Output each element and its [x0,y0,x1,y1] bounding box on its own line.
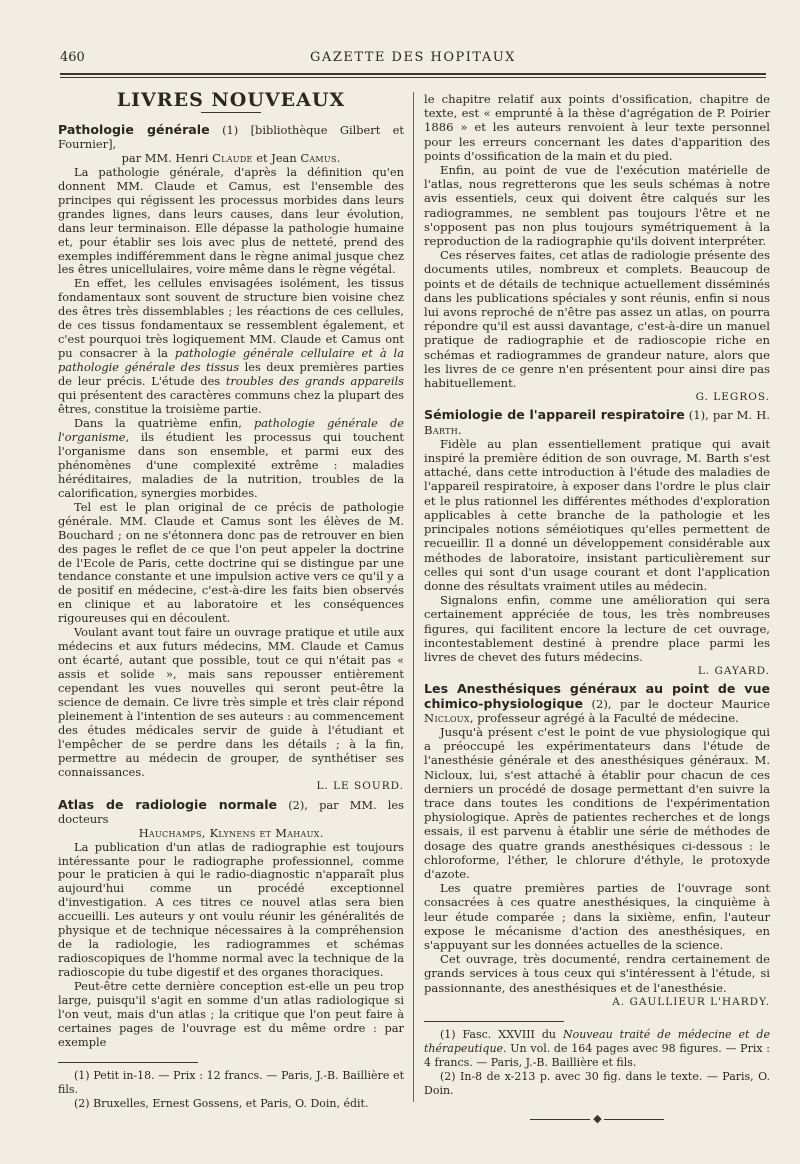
book-reference: (2), par le docteur Maurice [583,696,770,711]
byline-text: . [336,150,341,165]
book-title: Les Anesthésiques généraux au point de vue chimico-physiologique [424,681,770,711]
review-paragraph: Cet ouvrage, très documenté, rendra certainement de grands services à tous ceux qui s'intéressent à l'étude, si passionnante, des anesthésiques et de l'anesthésie. [424,952,770,995]
review-paragraph: Ces réserves faites, cet atlas de radiologie présente des documents utiles, nombreux et complets. Beaucoup de points et de détails de technique actuellement disséminés dans les publications spéciales y sont réunis, enfin si nous lui avons reproché de n'être pas assez un atlas, on pourra répondre qu'il est aussi davantage, c'est-à-dire un manuel pratique de radiographie et de radioscopie riche en schémas et radiogrammes de grandeur nature, alors que les livres de ce genre n'en présentent pour ainsi dire pas habituellement. [424,248,770,391]
left-column [58,89,404,1111]
byline-text: , professeur agrégé à la Faculté de médecine. [469,710,739,725]
header-rule-thin [60,77,766,78]
byline [58,152,404,166]
review-paragraph: La publication d'un atlas de radiographie est toujours intéressante pour le radiographe professionnel, comme pour le praticien à qui le radio-diagnostic n'apparaît plus aujourd'hui comme un procédé exceptionnel d'investigation. A ces titres ce nouvel atlas sera bien accueilli. Les auteurs y ont voulu réunir les généralités de physique et de technique nécessaires à la compréhension de la radiologie, les radiogrammes et schémas radioscopiques de l'homme normal avec la technique de la radioscopie du tube digestif et des organes thoraciques. [58,839,404,980]
paragraph-text: Dans la quatrième enfin, [74,415,254,430]
right-column [424,92,770,1126]
byline-text: et Jean [252,150,301,165]
author-name: Camus [300,150,337,165]
review-paragraph: Enfin, au point de vue de l'exécution matérielle de l'atlas, nous regretterons que les seuls schémas à notre avis essentiels, ceux qui doivent être calqués sur les radiogrammes, ne semblent pas toujours l'être et ne s'opposent pas non plus toujours symétriquement à la reproduction de la radiographie qu'ils doivent interpréter. [424,163,770,249]
review-heading-anesthesiques [424,682,770,725]
ornament-diamond: ◆ [593,1112,601,1125]
footnote-rule [58,1062,198,1063]
header-rule [60,73,766,75]
ornament-line [530,1119,590,1120]
page-header [60,46,766,68]
book-reference: (1) [bibliothèque Gilbert et Fournier], [58,122,404,151]
section-title-rule [201,112,261,113]
column-divider [413,92,414,1102]
journal-title: GAZETTE DES HOPITAUX [310,50,516,65]
review-paragraph [58,277,404,417]
review-paragraph: La pathologie générale, d'après la définition qu'en donnent MM. Claude et Camus, est l'ensemble des principes qui régissent les processus morbides dans leurs grandes lignes, dans leurs causes, dans leur évolution, dans leur terminaison. Elle dépasse la pathologie humaine et, pour établir ses lois avec plus de netteté, prend des exemples indifféremment dans le règne animal jusque chez les êtres unicellulaires, voire même dans le règne végétal. [58,164,404,277]
reviewer-signature: A. GAULLIEUR L'HARDY. [612,995,770,1008]
review-paragraph [58,417,404,501]
italic-text: pathologie générale cellulaire et à la pathologie générale des tissus [58,346,404,375]
footnote-rule [424,1021,564,1022]
review-paragraph: le chapitre relatif aux points d'ossification, chapitre de texte, est « emprunté à la thèse d'agrégation de P. Poirier 1886 » et les auteurs renvoient à leur texte personnel pour les erreurs concernant les dates d'apparition des points d'ossification de la main et du pied. [424,92,770,163]
book-title: Atlas de radiologie normale [58,796,278,812]
review-paragraph: Fidèle au plan essentiellement pratique qui avait inspiré la première édition de son ouvrage, M. Barth s'est attaché, dans cette introduction à l'étude des maladies de l'appareil respiratoire, à exposer dans l'ordre le plus clair et le plus rationnel les différentes méthodes d'exploration applicables à cette branche de la pathologie et les principales notions séméiotiques qu'elles permettent de recueillir. Il a donné un développement considérable aux méthodes de laboratoire, insistant particulièrement sur celles qui sont d'un usage courant et dont l'application donne des résultats vraiment utiles au médecin. [424,436,770,593]
italic-text: pathologie générale de l'organisme [58,415,404,444]
review-paragraph: Voulant avant tout faire un ouvrage pratique et utile aux médecins et aux futurs médecins, MM. Claude et Camus ont écarté, autant que possible, tout ce qui n'était pas « assis et solide », mais sans repousser entièrement cependant les vues nouvelles qui seront peut-être la science de demain. Ce livre très simple et très clair répond pleinement à l'intention de ses auteurs : au commencement des études médicales servir de guide à l'étudiant et l'empêcher de se perdre dans les détails ; à la fin, permettre au médecin de grouper, de synthétiser ses connaissances. [58,625,404,779]
italic-text: Nouveau traité de médecine et de thérapeutique [424,1028,770,1055]
review-paragraph: Peut-être cette dernière conception est-elle un peu trop large, puisqu'il s'agit en somme d'un atlas radiologique si l'on veut, mais d'un atlas ; la critique que l'on peut faire à certaines pages de l'ouvrage est du même ordre : par exemple [58,979,404,1049]
book-title: Pathologie générale [58,121,210,137]
review-heading-pathologie [58,123,404,166]
author-name: Barth [424,422,458,437]
byline-text: . [458,422,462,437]
byline-text: . [319,825,324,840]
review-paragraph: Signalons enfin, comme une amélioration qui sera certainement appréciée de tous, les très nombreuses figures, qui facilitent encore la lecture de cet ouvrage, incontestablement destiné à prendre place parmi les livres de chevet des futurs médecins. [424,593,770,664]
review-heading-semiologie [424,408,770,436]
reviewer-signature: L. LE SOURD. [316,779,404,792]
footnote: (1) Petit in-18. — Prix : 12 francs. — Paris, J.-B. Baillière et fils. [58,1068,404,1096]
reviewer-signature: L. GAYARD. [697,665,770,678]
footnote-text: (1) Fasc. XXVIII du [440,1028,563,1041]
paragraph-text: les deux premières parties de leur précis. L'étude des [58,360,404,389]
byline-text: par MM. Henri [121,150,213,165]
footnote: (2) In-8 de x-213 p. avec 30 fig. dans le texte. — Paris, O. Doin. [424,1070,770,1097]
book-reference: (2), par MM. les docteurs [58,797,404,826]
author-name: Claude [212,150,253,165]
footnote [424,1028,770,1070]
reviewer-signature: G. LEGROS. [695,391,770,404]
review-paragraph: Jusqu'à présent c'est le point de vue physiologique qui a préoccupé les expérimentateurs dans l'étude de l'anesthésie générale et des anesthésiques généraux. M. Nicloux, lui, s'est attaché à établir pour chacun de ces derniers un procédé de dosage permettant d'en suivre la trace dans toutes les conditions de l'expérimentation physiologique. Après de patientes recherches et de longs essais, il est parvenu à établir une série de méthodes de dosage des quatre grands anesthésiques ci-dessous : le chloroforme, l'éther, le chlorure d'éthyle, le protoxyde d'azote. [424,724,770,881]
author-name: Nicloux [424,710,470,725]
end-ornament [424,1112,770,1126]
page-number: 460 [60,50,85,65]
paragraph-text: , ils étudient les processus qui touchent l'organisme dans son ensemble, et parmi eux des phénomènes d'une complexité extrême : maladies héréditaires, maladies de la nutrition, troubles de la calorification, synergies morbides. [58,429,404,500]
book-title: Sémiologie de l'appareil respiratoire [424,407,685,423]
ornament-line [604,1119,664,1120]
review-paragraph: Les quatre premières parties de l'ouvrage sont consacrées à ces quatre anesthésiques, la cinquième à leur étude comparée ; dans la sixième, enfin, l'auteur expose le mécanisme d'action des anesthésiques, en s'appuyant sur les données actuelles de la science. [424,881,770,952]
byline [58,827,404,841]
footnote: (2) Bruxelles, Ernest Gossens, et Paris, O. Doin, édit. [74,1096,369,1110]
review-heading-atlas [58,798,404,841]
author-name: Hauchamps, Klynens et Mahaux [138,825,320,840]
section-title: LIVRES NOUVEAUX [116,89,346,111]
italic-text: troubles des grands appareils [225,374,404,389]
paragraph-text: En effet, les cellules envisagées isolément, les tissus fondamentaux sont souvent de structure bien voisine chez des êtres très dissemblables ; les réactions de ces cellules, de ces tissus fondamentaux se ressemblent également, et c'est pourquoi très logiquement MM. Claude et Camus ont pu consacrer à la [58,276,404,361]
paragraph-text: qui présentent des caractères communs chez la plupart des êtres, constitue la troisième partie. [58,388,404,417]
review-paragraph: Tel est le plan original de ce précis de pathologie générale. MM. Claude et Camus sont les élèves de M. Bouchard ; on ne s'étonnera donc pas de retrouver en bien des pages le reflet de ce que l'on peut appeler la doctrine de l'Ecole de Paris, cette doctrine qui se distingue par une tendance constante et une impulsion active vers ce qu'il y a de positif en médecine, c'est-à-dire les faits bien observés en clinique et au laboratoire et les conséquences rigoureuses qui en découlent. [58,499,404,626]
footnote-text: . Un vol. de 164 pages avec 98 figures. — Prix : 4 francs. — Paris, J.-B. Baillière et fils. [424,1042,770,1069]
book-reference: (1), par M. H. [684,408,770,423]
